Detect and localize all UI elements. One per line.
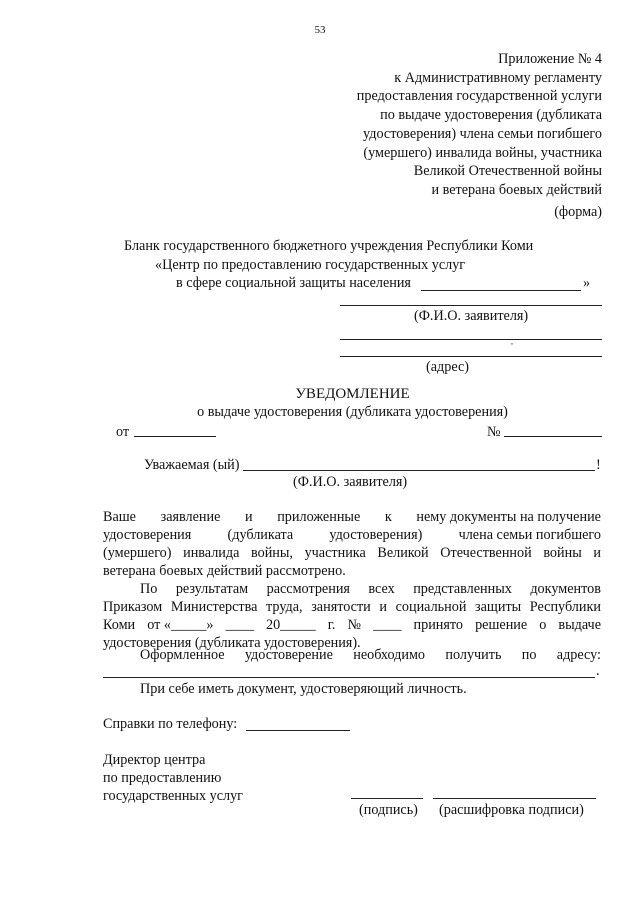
appendix-line: Великой Отечественной войны [413, 163, 602, 180]
word: г. [327, 617, 336, 633]
appendix-block [357, 50, 602, 200]
word: войны, [251, 545, 293, 561]
letterhead-line-3: в сфере социальной защиты населения [176, 275, 411, 291]
word: по [521, 647, 537, 663]
appendix-line: удостоверения) члена семьи погибшего [363, 125, 602, 142]
appendix-line: (умершего) инвалида войны, участника [363, 144, 602, 161]
word: Оформленное [140, 647, 225, 663]
signature-caption: (подпись) [359, 802, 418, 818]
director-line: государственных услуг [103, 788, 243, 804]
word: социальной [395, 599, 467, 615]
word: Ваше [103, 509, 136, 525]
page-number-text: 53 [314, 24, 326, 36]
signature-decode-line [433, 798, 596, 799]
applicant-name-line [340, 305, 602, 306]
word: и [379, 599, 387, 615]
salutation-fio-caption: (Ф.И.О. заявителя) [293, 474, 408, 490]
word: и [245, 509, 253, 525]
date-line [134, 436, 216, 437]
phone-label: Справки по телефону: [103, 716, 238, 732]
letterhead-line-2: «Центр по предоставлению государственных услуг [155, 257, 466, 273]
word: заявление [160, 509, 221, 525]
paragraph-2-line-4: удостоверения (дубликата удостоверения). [103, 635, 361, 651]
word: документов [530, 581, 601, 597]
word: нему документы на получение [416, 509, 601, 525]
word: и [593, 545, 601, 561]
word: рассмотрения [266, 581, 350, 597]
phone-line [246, 730, 350, 731]
page-number [0, 24, 640, 36]
word: инвалида [183, 545, 240, 561]
address-caption: (адрес) [426, 359, 470, 375]
paragraph-1-line-3 [103, 545, 601, 562]
from-label: от [116, 424, 130, 440]
word: всех [368, 581, 395, 597]
paragraph-1-line-2 [103, 527, 601, 544]
word: защиты [475, 599, 522, 615]
pickup-address-line [103, 677, 595, 678]
word: (дубликата [227, 527, 294, 543]
form-label: (форма) [554, 204, 602, 220]
word: Великой [377, 545, 429, 561]
word: члена семьи погибшего [458, 527, 601, 543]
salutation: Уважаемая (ый) [144, 457, 240, 473]
word: (умершего) [103, 545, 172, 561]
applicant-fio-caption: (Ф.И.О. заявителя) [414, 308, 529, 324]
institution-underline [421, 290, 581, 291]
paragraph-2-line-3 [103, 617, 601, 634]
word: удостоверение [244, 647, 333, 663]
word: труда, [266, 599, 303, 615]
word: Коми [103, 617, 136, 633]
word: принято [413, 617, 464, 633]
paragraph-2-line-2 [103, 599, 601, 616]
paragraph-1-line-1 [103, 509, 601, 526]
word: Республики [529, 599, 601, 615]
stray-mark: , [511, 337, 513, 346]
signature-decode-caption: (расшифровка подписи) [439, 802, 584, 818]
appendix-line: Приложение № 4 [498, 51, 602, 67]
word: необходимо [353, 647, 426, 663]
word: результатам [175, 581, 249, 597]
salutation-name-line [243, 470, 595, 471]
director-line: по предоставлению [103, 770, 222, 786]
word: По [140, 581, 158, 597]
word: удостоверения) [329, 527, 423, 543]
number-label: № [487, 424, 501, 440]
director-line: Директор центра [103, 752, 206, 768]
director-title [103, 751, 243, 805]
paragraph-2-line-1 [140, 581, 601, 598]
number-line [504, 436, 602, 437]
word: войны [543, 545, 582, 561]
word: 20_____ [265, 617, 316, 633]
word: № [347, 617, 362, 633]
paragraph-3-line-1 [140, 647, 601, 664]
notice-subtitle: о выдаче удостоверения (дубликата удостоверения) [197, 404, 508, 420]
word: решение [475, 617, 528, 633]
paragraph-1-line-4: ветерана боевых действий рассмотрено. [103, 563, 346, 579]
word: Приказом [103, 599, 163, 615]
word: о [539, 617, 547, 633]
word: получить [445, 647, 502, 663]
word: ____ [225, 617, 254, 633]
address-line-1 [340, 339, 602, 340]
identity-document-note: При себе иметь документ, удостоверяющий личность. [140, 681, 467, 697]
appendix-line: по выдаче удостоверения (дубликата [380, 107, 602, 124]
appendix-line: предоставления государственной услуги [356, 88, 602, 105]
word: выдаче [558, 617, 601, 633]
signature-line [351, 798, 423, 799]
word: ____ [373, 617, 402, 633]
appendix-line: и ветерана боевых действий [431, 181, 602, 198]
address-line-2 [340, 356, 602, 357]
pickup-address-period: . [596, 663, 600, 679]
salutation-exclamation: ! [596, 457, 601, 473]
word: адресу: [556, 647, 601, 663]
appendix-line: к Административному регламенту [394, 69, 602, 86]
word: участника [304, 545, 366, 561]
word: к [384, 509, 392, 525]
notice-title: УВЕДОМЛЕНИЕ [295, 386, 410, 402]
word: удостоверения [103, 527, 192, 543]
letterhead-line-1: Бланк государственного бюджетного учреждения Республики Коми [124, 238, 534, 254]
letterhead-close-quote: » [583, 275, 591, 291]
word: занятости [311, 599, 371, 615]
word: Отечественной [440, 545, 532, 561]
word: приложенные [277, 509, 361, 525]
word: Министерства [170, 599, 258, 615]
word: от «_____» [147, 617, 214, 633]
word: представленных [413, 581, 512, 597]
